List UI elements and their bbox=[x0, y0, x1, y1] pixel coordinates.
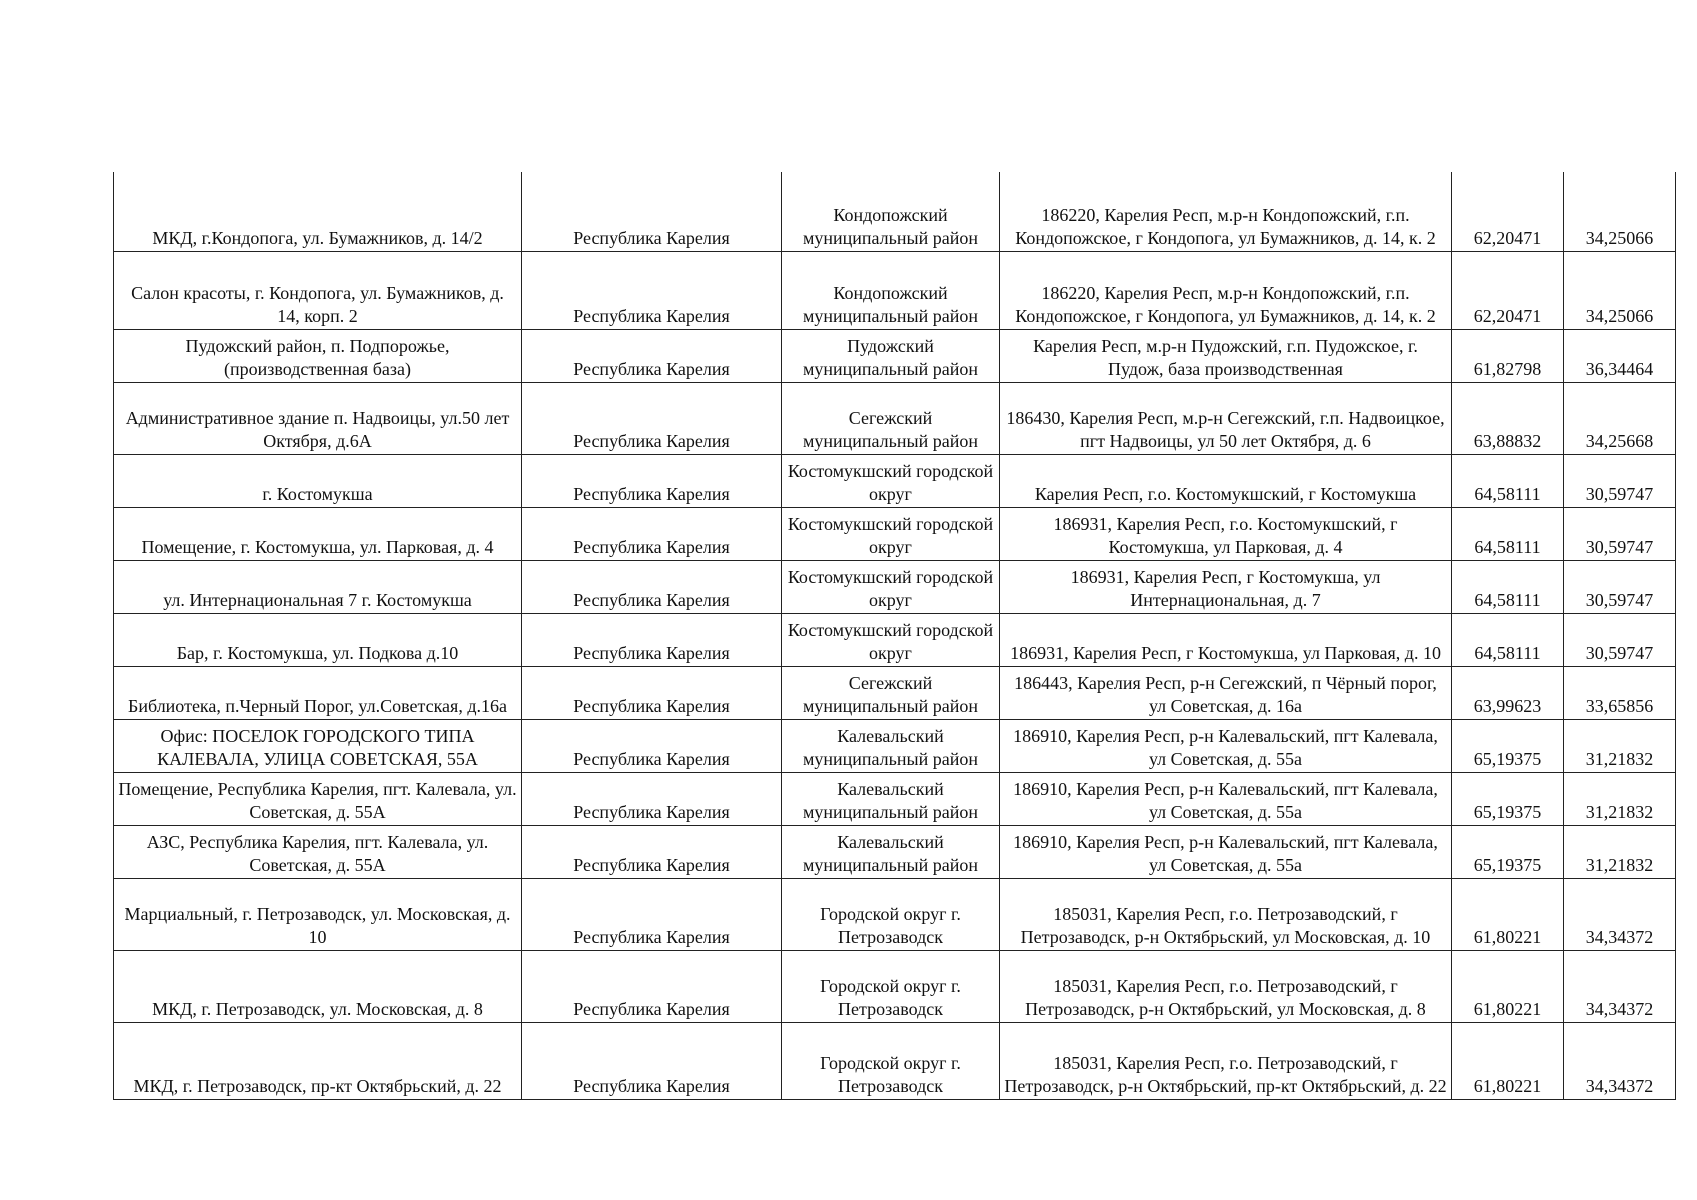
region-cell: Республика Карелия bbox=[522, 666, 782, 719]
table-row bbox=[114, 666, 1676, 719]
object-name-cell: г. Костомукша bbox=[114, 454, 522, 507]
table-row bbox=[114, 382, 1676, 454]
address-cell: 185031, Карелия Респ, г.о. Петрозаводский, г Петрозаводск, р-н Октябрьский, ул Московская, д. 10 bbox=[1000, 878, 1452, 950]
address-cell: 186910, Карелия Респ, р-н Калевальский, пгт Калевала, ул Советская, д. 55а bbox=[1000, 825, 1452, 878]
district-cell: Кондопожский муниципальный район bbox=[782, 251, 1000, 329]
table-row bbox=[114, 878, 1676, 950]
object-name-cell: Помещение, г. Костомукша, ул. Парковая, д. 4 bbox=[114, 507, 522, 560]
latitude-cell: 63,88832 bbox=[1452, 382, 1564, 454]
latitude-cell: 64,58111 bbox=[1452, 507, 1564, 560]
region-cell: Республика Карелия bbox=[522, 772, 782, 825]
region-cell: Республика Карелия bbox=[522, 1022, 782, 1099]
region-cell: Республика Карелия bbox=[522, 878, 782, 950]
table-row bbox=[114, 251, 1676, 329]
address-cell: 186931, Карелия Респ, г Костомукша, ул Парковая, д. 10 bbox=[1000, 613, 1452, 666]
district-cell: Костомукшский городской округ bbox=[782, 454, 1000, 507]
district-cell: Городской округ г. Петрозаводск bbox=[782, 878, 1000, 950]
longitude-cell: 33,65856 bbox=[1564, 666, 1676, 719]
object-name-cell: МКД, г. Петрозаводск, ул. Московская, д. 8 bbox=[114, 950, 522, 1022]
table-row bbox=[114, 719, 1676, 772]
region-cell: Республика Карелия bbox=[522, 825, 782, 878]
address-cell: 185031, Карелия Респ, г.о. Петрозаводский, г Петрозаводск, р-н Октябрьский, ул Московская, д. 8 bbox=[1000, 950, 1452, 1022]
object-name-cell: Пудожский район, п. Подпорожье, (производственная база) bbox=[114, 329, 522, 382]
object-name-cell: Административное здание п. Надвоицы, ул.50 лет Октября, д.6А bbox=[114, 382, 522, 454]
table-row bbox=[114, 772, 1676, 825]
address-cell: 186931, Карелия Респ, г Костомукша, ул Интернациональная, д. 7 bbox=[1000, 560, 1452, 613]
address-cell: 185031, Карелия Респ, г.о. Петрозаводский, г Петрозаводск, р-н Октябрьский, пр-кт Октябрьский, д. 22 bbox=[1000, 1022, 1452, 1099]
object-name-cell: МКД, г. Петрозаводск, пр-кт Октябрьский, д. 22 bbox=[114, 1022, 522, 1099]
latitude-cell: 62,20471 bbox=[1452, 172, 1564, 251]
district-cell: Калевальский муниципальный район bbox=[782, 719, 1000, 772]
district-cell: Городской округ г. Петрозаводск bbox=[782, 1022, 1000, 1099]
object-name-cell: Помещение, Республика Карелия, пгт. Калевала, ул. Советская, д. 55А bbox=[114, 772, 522, 825]
address-cell: 186220, Карелия Респ, м.р-н Кондопожский, г.п. Кондопожское, г Кондопога, ул Бумажников, д. 14, к. 2 bbox=[1000, 251, 1452, 329]
latitude-cell: 61,82798 bbox=[1452, 329, 1564, 382]
table-row bbox=[114, 329, 1676, 382]
latitude-cell: 65,19375 bbox=[1452, 772, 1564, 825]
address-cell: 186910, Карелия Респ, р-н Калевальский, пгт Калевала, ул Советская, д. 55а bbox=[1000, 719, 1452, 772]
latitude-cell: 65,19375 bbox=[1452, 719, 1564, 772]
district-cell: Костомукшский городской округ bbox=[782, 560, 1000, 613]
district-cell: Костомукшский городской округ bbox=[782, 507, 1000, 560]
longitude-cell: 30,59747 bbox=[1564, 613, 1676, 666]
object-name-cell: АЗС, Республика Карелия, пгт. Калевала, ул. Советская, д. 55А bbox=[114, 825, 522, 878]
region-cell: Республика Карелия bbox=[522, 507, 782, 560]
address-cell: 186220, Карелия Респ, м.р-н Кондопожский, г.п. Кондопожское, г Кондопога, ул Бумажников, д. 14, к. 2 bbox=[1000, 172, 1452, 251]
district-cell: Городской округ г. Петрозаводск bbox=[782, 950, 1000, 1022]
latitude-cell: 65,19375 bbox=[1452, 825, 1564, 878]
table-row bbox=[114, 825, 1676, 878]
longitude-cell: 30,59747 bbox=[1564, 507, 1676, 560]
address-cell: Карелия Респ, м.р-н Пудожский, г.п. Пудожское, г. Пудож, база производственная bbox=[1000, 329, 1452, 382]
longitude-cell: 31,21832 bbox=[1564, 719, 1676, 772]
table-row bbox=[114, 950, 1676, 1022]
district-cell: Костомукшский городской округ bbox=[782, 613, 1000, 666]
object-name-cell: ул. Интернациональная 7 г. Костомукша bbox=[114, 560, 522, 613]
district-cell: Сегежский муниципальный район bbox=[782, 382, 1000, 454]
latitude-cell: 64,58111 bbox=[1452, 613, 1564, 666]
table-body bbox=[114, 172, 1676, 1099]
longitude-cell: 34,34372 bbox=[1564, 1022, 1676, 1099]
latitude-cell: 61,80221 bbox=[1452, 950, 1564, 1022]
longitude-cell: 30,59747 bbox=[1564, 560, 1676, 613]
region-cell: Республика Карелия bbox=[522, 382, 782, 454]
table-row bbox=[114, 507, 1676, 560]
latitude-cell: 64,58111 bbox=[1452, 454, 1564, 507]
region-cell: Республика Карелия bbox=[522, 251, 782, 329]
region-cell: Республика Карелия bbox=[522, 329, 782, 382]
address-cell: 186430, Карелия Респ, м.р-н Сегежский, г.п. Надвоицкое, пгт Надвоицы, ул 50 лет Октября, д. 6 bbox=[1000, 382, 1452, 454]
table-row bbox=[114, 560, 1676, 613]
address-cell: 186931, Карелия Респ, г.о. Костомукшский, г Костомукша, ул Парковая, д. 4 bbox=[1000, 507, 1452, 560]
district-cell: Пудожский муниципальный район bbox=[782, 329, 1000, 382]
object-name-cell: Марциальный, г. Петрозаводск, ул. Московская, д. 10 bbox=[114, 878, 522, 950]
table-row bbox=[114, 1022, 1676, 1099]
longitude-cell: 31,21832 bbox=[1564, 772, 1676, 825]
longitude-cell: 34,25668 bbox=[1564, 382, 1676, 454]
longitude-cell: 31,21832 bbox=[1564, 825, 1676, 878]
district-cell: Кондопожский муниципальный район bbox=[782, 172, 1000, 251]
address-cell: Карелия Респ, г.о. Костомукшский, г Костомукша bbox=[1000, 454, 1452, 507]
table-row bbox=[114, 454, 1676, 507]
district-cell: Калевальский муниципальный район bbox=[782, 772, 1000, 825]
region-cell: Республика Карелия bbox=[522, 560, 782, 613]
object-name-cell: МКД, г.Кондопога, ул. Бумажников, д. 14/2 bbox=[114, 172, 522, 251]
region-cell: Республика Карелия bbox=[522, 719, 782, 772]
table-row bbox=[114, 613, 1676, 666]
address-cell: 186443, Карелия Респ, р-н Сегежский, п Чёрный порог, ул Советская, д. 16а bbox=[1000, 666, 1452, 719]
address-cell: 186910, Карелия Респ, р-н Калевальский, пгт Калевала, ул Советская, д. 55а bbox=[1000, 772, 1452, 825]
latitude-cell: 61,80221 bbox=[1452, 878, 1564, 950]
latitude-cell: 63,99623 bbox=[1452, 666, 1564, 719]
longitude-cell: 30,59747 bbox=[1564, 454, 1676, 507]
longitude-cell: 34,34372 bbox=[1564, 878, 1676, 950]
latitude-cell: 61,80221 bbox=[1452, 1022, 1564, 1099]
region-cell: Республика Карелия bbox=[522, 950, 782, 1022]
object-name-cell: Салон красоты, г. Кондопога, ул. Бумажников, д. 14, корп. 2 bbox=[114, 251, 522, 329]
latitude-cell: 64,58111 bbox=[1452, 560, 1564, 613]
longitude-cell: 34,25066 bbox=[1564, 172, 1676, 251]
region-cell: Республика Карелия bbox=[522, 454, 782, 507]
table-row bbox=[114, 172, 1676, 251]
region-cell: Республика Карелия bbox=[522, 613, 782, 666]
object-name-cell: Бар, г. Костомукша, ул. Подкова д.10 bbox=[114, 613, 522, 666]
object-name-cell: Офис: ПОСЕЛОК ГОРОДСКОГО ТИПА КАЛЕВАЛА, УЛИЦА СОВЕТСКАЯ, 55А bbox=[114, 719, 522, 772]
district-cell: Сегежский муниципальный район bbox=[782, 666, 1000, 719]
latitude-cell: 62,20471 bbox=[1452, 251, 1564, 329]
longitude-cell: 34,34372 bbox=[1564, 950, 1676, 1022]
region-cell: Республика Карелия bbox=[522, 172, 782, 251]
address-table bbox=[113, 172, 1676, 1100]
district-cell: Калевальский муниципальный район bbox=[782, 825, 1000, 878]
longitude-cell: 34,25066 bbox=[1564, 251, 1676, 329]
object-name-cell: Библиотека, п.Черный Порог, ул.Советская, д.16а bbox=[114, 666, 522, 719]
longitude-cell: 36,34464 bbox=[1564, 329, 1676, 382]
